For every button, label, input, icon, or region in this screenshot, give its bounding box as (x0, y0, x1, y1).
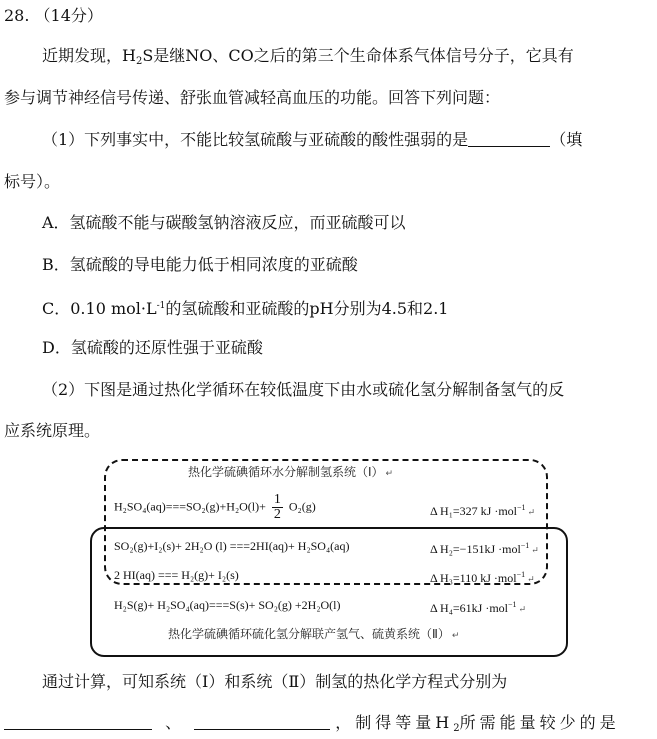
intro-line-1 (42, 46, 574, 72)
paragraph-mark-icon: ↵ (531, 545, 539, 555)
equation-1 (114, 493, 316, 522)
equation-1-left: H₂SO₄(aq)===SO₂(g)+H₂O(l)+ (114, 499, 266, 514)
paragraph-mark-icon: ↵ (527, 574, 535, 584)
part1-answer-blank[interactable] (468, 130, 550, 147)
intro-line-2: 参与调节神经信号传递、舒张血管减轻高血压的功能。回答下列问题： (4, 88, 501, 107)
question-header (4, 6, 103, 26)
system-2-title-text: 热化学硫碘循环硫化氢分解联产氢气、硫黄系统（Ⅱ） (168, 627, 450, 641)
question-number: 28. (4, 6, 30, 25)
enthalpy-1-unit-exponent: −1 (517, 503, 526, 512)
part1-line-2: 标号）。 (4, 172, 61, 191)
enthalpy-2-unit-exponent: −1 (520, 541, 530, 550)
question-points: （14分） (34, 6, 103, 25)
option-b: B．氢硫酸的导电能力低于相同浓度的亚硫酸 (42, 255, 358, 274)
system-2-equation-blank[interactable] (194, 713, 330, 730)
enthalpy-4-unit-exponent: −1 (508, 600, 517, 609)
part2-line-1: （2）下图是通过热化学循环在较低温度下由水或硫化氢分解制备氢气的反 (42, 380, 565, 399)
option-c-superscript: -1 (156, 301, 166, 311)
intro-text-b: S是继NO、CO之后的第三个生命体系气体信号分子，它具有 (142, 46, 574, 65)
equation-3: 2 HI(aq) === H₂(g)+ I₂(s) (114, 568, 239, 582)
conclusion-separator: 、 (165, 713, 182, 732)
part1-line-1 (42, 130, 582, 150)
equation-1-right: O₂(g) (288, 499, 316, 514)
part1-prompt: （1）下列事实中，不能比较氢硫酸与亚硫酸的酸性强弱的是 (42, 130, 469, 149)
paragraph-mark-icon: ↵ (385, 469, 394, 479)
equation-4: H₂S(g)+ H₂SO₄(aq)===S(s)+ SO₂(g) +2H₂O(l) (114, 598, 341, 612)
option-a: A．氢硫酸不能与碳酸氢钠溶液反应，而亚硫酸可以 (42, 213, 406, 232)
conclusion-line-2 (4, 713, 620, 739)
intro-subscript: 2 (135, 56, 143, 67)
option-c-text-a: C．0.10 mol·L (42, 299, 157, 318)
paragraph-mark-icon: ↵ (451, 631, 460, 641)
thermochemical-cycle-diagram (90, 455, 570, 657)
option-d: D．氢硫酸的还原性强于亚硫酸 (42, 338, 263, 357)
enthalpy-2-value: Δ H₂=−151kJ ·mol (430, 542, 521, 556)
conclusion-line-1: 通过计算，可知系统（Ⅰ）和系统（Ⅱ）制氢的热化学方程式分别为 (42, 672, 508, 691)
conclusion-text-b: 所需能量较少的是 (459, 713, 620, 732)
part1-tail: （填 (550, 130, 583, 149)
equation-2-enthalpy (430, 539, 539, 557)
system-1-equation-blank[interactable] (4, 713, 152, 730)
equation-2: SO₂(g)+I₂(s)+ 2H₂O (l) ===2HI(aq)+ H₂SO₄(aq) (114, 539, 350, 553)
paragraph-mark-icon: ↵ (527, 507, 536, 517)
equation-4-enthalpy (430, 598, 526, 616)
part2-line-2: 应系统原理。 (4, 421, 101, 440)
enthalpy-3-unit-exponent: −1 (516, 570, 526, 579)
fraction-denominator: 2 (273, 507, 281, 522)
equation-1-enthalpy (430, 501, 535, 519)
fraction-numerator: 1 (273, 492, 281, 507)
conclusion-text-a: ，制得等量H (335, 713, 454, 732)
intro-text-a: 近期发现，H (42, 46, 136, 65)
equation-1-fraction (272, 493, 283, 522)
equation-3-enthalpy (430, 568, 535, 586)
enthalpy-1-value: Δ H₁=327 kJ ·mol (430, 504, 518, 518)
enthalpy-3-value: Δ H₃=110 kJ ·mol (430, 571, 517, 585)
paragraph-mark-icon: ↵ (518, 604, 527, 614)
system-1-title-text: 热化学硫碘循环水分解制氢系统（Ⅰ） (188, 465, 384, 479)
option-c (42, 296, 448, 319)
system-1-title (188, 465, 393, 481)
conclusion-subscript: 2 (453, 723, 460, 734)
system-2-title (168, 627, 459, 643)
enthalpy-4-value: Δ H₄=61kJ ·mol (430, 601, 509, 615)
option-c-text-b: 的氢硫酸和亚硫酸的pH分别为4.5和2.1 (165, 299, 449, 318)
